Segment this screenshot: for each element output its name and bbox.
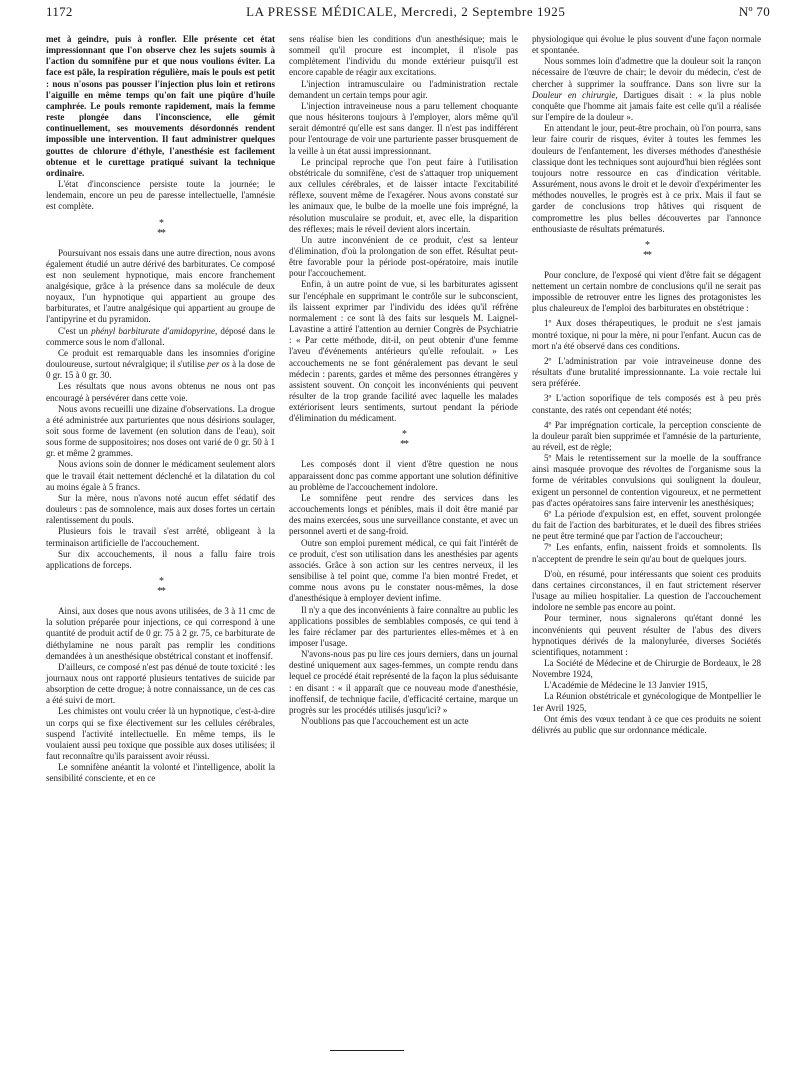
paragraph: Les composés dont il vient d'être question ne nous apparaissent donc pas comme apportant une solution définitive au problème de l'accouchement indolore.: [289, 459, 518, 492]
paragraph: D'où, en résumé, pour intéressants que soient ces produits dans certaines circonstances, il en faut strictement réserver l'usage au milieu hospitalier. La question de l'accouchement indolore ne semble pas encore au point.: [532, 568, 761, 613]
paragraph: Le somnifène peut rendre des services dans les accouchements longs et pénibles, mais il doit être manié par des mains exercées, sous une surveillance constante, et avec un personnel averti et de sang-froid.: [289, 492, 518, 537]
paragraph: Ce produit est remarquable dans les insomnies d'origine douloureuse, surtout névralgique; il s'utilise per os à la dose de 0 gr. 15 à 0 gr. 30.: [46, 347, 275, 381]
column-middle: [289, 34, 518, 785]
conclusion-item: 4º Par imprégnation corticale, la perception consciente de la douleur paraît bien supprimée et l'amnésie de la parturiente, au réveil, est de règle;: [532, 419, 761, 452]
paragraph: L'injection intramusculaire ou l'administration rectale demandent un certain temps pour agir.: [289, 78, 518, 100]
conclusion-item: 1º Aux doses thérapeutiques, le produit ne s'est jamais montré toxique, ni pour la mère, ni pour l'enfant. Aucun cas de mort n'a été observé dans ces conditions.: [532, 318, 761, 351]
page-number: 1172: [46, 4, 73, 19]
journal-title: LA PRESSE MÉDICALE, Mercredi, 2 Septembre 1925: [246, 4, 566, 19]
paragraph: Les chimistes ont voulu créer là un hypnotique, c'est-à-dire un corps qui se fixe électivement sur les cellules cérébrales, suspend l'activité intellectuelle. En même temps, ils le voulaient aussi peu toxique que possible aux doses utilisées; il faut reconnaître qu'ils paraissent avoir réussi.: [46, 706, 275, 762]
end-rule: [330, 1050, 404, 1051]
society-item: La Société de Médecine et de Chirurgie de Bordeaux, le 28 Novembre 1924,: [532, 657, 761, 680]
paragraph: L'injection intraveineuse nous a paru tellement choquante que nous hésiterons toujours à l'employer, alors même qu'il serait démontré qu'elle est sans danger. Il n'est pas indifférent pour l'entourage de voir une parturiente passer brusquement de la veille à un état aussi impressionnant.: [289, 100, 518, 156]
paragraph: Plusieurs fois le travail s'est arrêté, obligeant à la terminaison artificielle de l'accouchement.: [46, 526, 275, 548]
text-columns: [46, 34, 770, 785]
paragraph: C'est un phényl barbiturate d'amidopyrine, déposé dans le commerce sous le nom d'allonal.: [46, 325, 275, 347]
paragraph: Nous avons recueilli une dizaine d'observations. La drogue a été administrée aux parturientes que nous désirions soulager, soit sous forme de lavement (en solution dans de l'eau), soit sous forme de suppositoires; nos doses ont varié de 0 gr. 50 à 1 gr. et même 2 grammes.: [46, 403, 275, 459]
paragraph: L'état d'inconscience persiste toute la journée; le lendemain, encore un peu de paresse intellectuelle, l'amnésie est complète.: [46, 179, 275, 212]
column-left: [46, 34, 275, 785]
paragraph: Un autre inconvénient de ce produit, c'est sa lenteur d'élimination, d'où la prolongation de son effet. Résultat peut-être favorable pour la période post-opératoire, mais inutile pour l'accouchement.: [289, 234, 518, 279]
paragraph: Ainsi, aux doses que nous avons utilisées, de 3 à 11 cmc de la solution préparée pour injections, ce qui correspond à une quantité de produit actif de 0 gr. 75 à 2 gr. 75, ce barbiturate de diéthylamine ne nous paraît pas remplir les conditions demandées à un anesthésique obstétrical constant et inoffensif.: [46, 606, 275, 661]
paragraph: En attendant le jour, peut-être prochain, où l'on pourra, sans leur faire courir de risques, éviter à toutes les femmes les douleurs de l'enfantement, les diverses méthodes d'anesthésie classique dont les techniques sont aujourd'hui bien réglées sont toujours notre ressource en cas d'indication véritable. Assurément, nous avons le droit et le devoir d'expérimenter les méthodes nouvelles, le progrès est à ce prix. Mais il faut se garder de conclusions trop hâtives qui risquent de compromettre les plus belles découvertes par l'annonce enthousiaste de résultats prématurés.: [532, 123, 761, 234]
paragraph: met à geindre, puis à ronfler. Elle présente cet état impressionnant que l'on observe chez les sujets soumis à l'action du somnifène pur et que nous voulions éviter. La face est pâle, la respiration régulière, mais le pouls est petit : nous n'osons pas pousser l'injection plus loin et retirons l'aiguille en même temps qu'on fait une piqûre d'huile camphrée. Le pouls remonte rapidement, mais la femme reste plongée dans l'inconscience, elle gémit continuellement, ses mouvements désordonnés rendent impossible une intervention. Il faut administrer quelques gouttes de chlorure d'éthyle, l'anesthésie est facilement obtenue et le curettage pratiqué suivant la technique ordinaire.: [46, 34, 275, 178]
column-right: [532, 34, 761, 785]
paragraph: physiologique qui évolue le plus souvent d'une façon normale et spontanée.: [532, 34, 761, 56]
paragraph: Nous avions soin de donner le médicament seulement alors que le travail était nettement déclenché et la dilatation du col au moins égale à 5 francs.: [46, 459, 275, 492]
conclusion-item: 3º L'action soporifique de tels composés est à peu près constante, des ratés ont cependant été notés;: [532, 393, 761, 415]
paragraph: Sur la mère, nous n'avons noté aucun effet sédatif des douleurs : pas de somnolence, mais aux doses fortes un certain ralentissement du pouls.: [46, 492, 275, 526]
paragraph: sens réalise bien les conditions d'un anesthésique; mais le sommeil qu'il procure est incomplet, il n'isole pas complètement l'individu du monde extérieur puisqu'il est encore capable de réagir aux excitations.: [289, 34, 518, 78]
asterism-separator: * **: [400, 429, 407, 451]
paragraph: Le somnifène anéantit la volonté et l'intelligence, abolit la sensibilité consciente, et en ce: [46, 762, 275, 784]
asterism-separator: * **: [643, 239, 650, 261]
paragraph: Poursuivant nos essais dans une autre direction, nous avons également étudié un autre dérivé des barbiturates. Ce composé est non seulement hypnotique, mais encore franchement analgésique, grâce à la présence dans sa molécule de deux noyaux, l'un hypnotique qui appartient au groupe des barbiturates, et l'autre analgésique qui appartient au groupe de l'antipyrine et du pyramidon.: [46, 247, 275, 325]
paragraph: Pour terminer, nous signalerons qu'étant donné les inconvénients qui peuvent résulter de l'abus des divers hypnotiques dérivés de la malonylurée, diverses Sociétés scientifiques, notamment :: [532, 613, 761, 657]
page-header: [46, 4, 770, 32]
paragraph: Nous sommes loin d'admettre que la douleur soit la rançon nécessaire de l'œuvre de chair; le devoir du médecin, c'est de chercher à supprimer la souffrance. Dans son livre sur la Douleur en chirurgie, Dartigues disait : « la plus noble conquête que l'homme ait jamais faite est celle qu'il a réalisée sur l'empire de la douleur ».: [532, 56, 761, 123]
paragraph: N'oublions pas que l'accouchement est un acte: [301, 716, 469, 727]
society-item: L'Académie de Médecine le 13 Janvier 1915,: [544, 680, 708, 691]
paragraph: Les résultats que nous avons obtenus ne nous ont pas encouragé à persévérer dans cette voie.: [46, 381, 275, 403]
paragraph: Il n'y a que des inconvénients à faire connaître au public les applications possibles de semblables composés, ce qui tend à les faire réclamer par des parturientes elles-mêmes et à en imposer l'usage.: [289, 604, 518, 648]
asterism-separator: * **: [157, 217, 164, 239]
conclusion-item: 7º Les enfants, enfin, naissent froids et somnolents. Ils n'acceptent de prendre le sein qu'au bout de quelques jours.: [532, 542, 761, 564]
paragraph: Sur dix accouchements, il nous a fallu faire trois applications de forceps.: [46, 548, 275, 570]
conclusion-item: 2º L'administration par voie intraveineuse donne des résultats d'une brutalité impressionnante. La voie rectale lui sera préférée.: [532, 355, 761, 389]
paragraph: Le principal reproche que l'on peut faire à l'utilisation obstétricale du somnifène, c'est de s'attaquer trop uniquement aux cellules cérébrales, et de laisser intacte l'excitabilité réflexe, souvent même de l'exagérer. Nous avons constaté sur les animaux que, le bulbe de la moelle une fois imprégné, la résolution musculaire se produit, et, avec elle, la disparition des réflexes; mais le réveil devient alors incertain.: [289, 156, 518, 234]
society-item: La Réunion obstétricale et gynécologique de Montpellier le 1er Avril 1925,: [532, 691, 761, 713]
paragraph: D'ailleurs, ce composé n'est pas dénué de toute toxicité : les journaux nous ont rapporté plusieurs tentatives de suicide par absorption de cette drogue; à notre connaissance, un de ces cas a été suivi de mort.: [46, 661, 275, 706]
paragraph: Ont émis des vœux tendant à ce que ces produits ne soient délivrés au public que sur ordonnance médicale.: [532, 713, 761, 735]
conclusion-item: 6º La période d'expulsion est, en effet, souvent prolongée du fait de l'action des barbiturates, et le dueil des fibres striées ne peut être terminé que par l'action de l'accoucheur;: [532, 508, 761, 542]
paragraph: Outre son emploi purement médical, ce qui fait l'intérêt de ce produit, c'est son utilisation dans les anesthésies par agents associés. Grâce à son action sur les centres nerveux, il les sensibilise à tel point que, comme l'a bien montré Fredet, et comme nous avons pu le constater nous-mêmes, la dose d'anesthésique à employer devient infime.: [289, 537, 518, 604]
paragraph: Enfin, à un autre point de vue, si les barbiturates agissent sur l'encéphale en supprimant le contrôle sur le subconscient, ils laissent exprimer par l'individu des idées qu'il réfrène normalement : ce sont là des faits sur lesquels M. Laignel-Lavastine a attiré l'attention au dernier Congrès de Psychiatrie : « Par cette méthode, dit-il, on peut obtenir d'une femme l'aveu d'événements antérieurs qu'elle refoulait. » Les accouchements ne se font généralement pas devant le seul médecin : parents, gardes et même des personnes étrangères y assistent souvent. On conçoit les inconvénients qui peuvent résulter de la trop grande facilité avec laquelle les malades extériorisent leurs sentiments, surtout pendant la période d'élimination du médicament.: [289, 279, 518, 424]
conclusion-item: 5º Mais le retentissement sur la moelle de la souffrance ainsi masquée provoque des révoltes de l'organisme sous la forme de véritables convulsions qui soulignent la douleur, exigent un personnel de contention vigoureux, et ne permettent pas d'actes opératoires sans faire intervenir les anesthésiques;: [532, 453, 761, 508]
asterism-separator: * **: [157, 576, 164, 598]
issue-number: Nº 70: [738, 4, 770, 19]
paragraph: Pour conclure, de l'exposé qui vient d'être fait se dégagent nettement un certain nombre de conclusions qu'il ne serait pas impossible de retrouver entre les lignes des protagonistes les plus chaleureux de l'emploi des barbiturates en obstétrique :: [532, 269, 761, 314]
paragraph: N'avons-nous pas pu lire ces jours derniers, dans un journal destiné uniquement aux sages-femmes, un compte rendu dans lequel ce procédé était représenté de la façon la plus séduisante : en disant : « il apparaît que ce nouveau mode d'anesthésie, inoffensif, de technique facile, d'efficacité certaine, marque un progrès sur les procédés utilisés jusqu'ici? »: [289, 649, 518, 715]
